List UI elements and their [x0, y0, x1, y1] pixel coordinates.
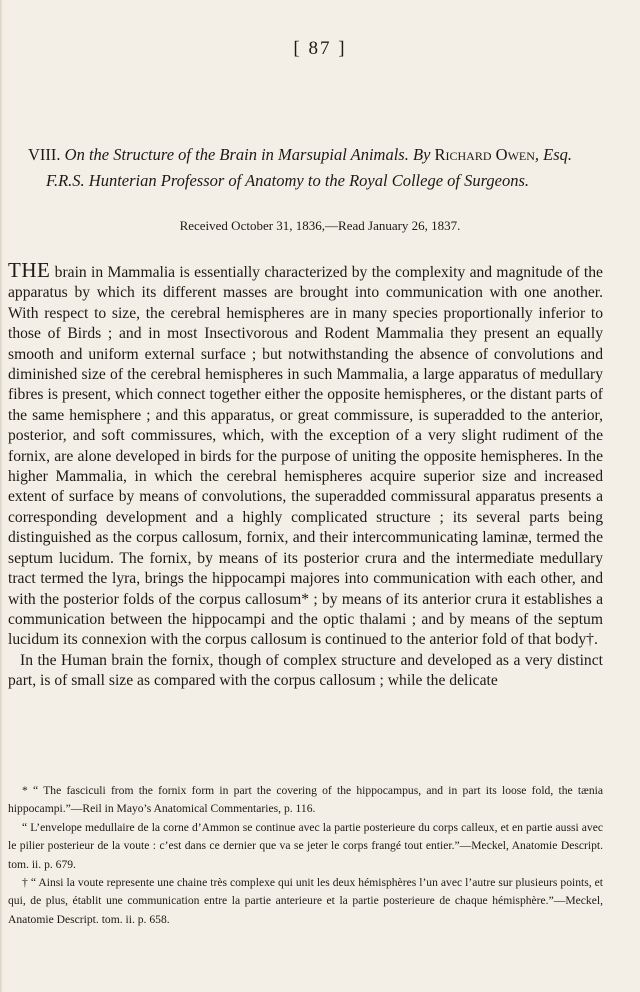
paragraph-2: In the Human brain the fornix, though of complex structure and developed as a very distinct part, is of small size as compared with the corpus callosum ; while the delicate: [8, 651, 603, 690]
author-affiliation: F.R.S. Hunterian Professor of Anatomy to the Royal College of Surgeons.: [46, 171, 530, 190]
author-name: Richard Owen: [434, 145, 535, 164]
paragraph-1-text: brain in Mammalia is essentially characterized by the complexity and magnitude of the apparatus by which its different masses are brought into communication with one another. With respect to size, the cerebral hemispheres are in many species proportionally inferior to those of Birds ; and in most Insectivorous and Rodent Mammalia they present an equally smooth and uniform external surface ; but notwithstanding the absence of convolutions and diminished size of the cerebral hemispheres in such Mammalia, a large apparatus of medullary fibres is present, which connect together either the opposite hemispheres, or the distant parts of the same hemisphere ; and this apparatus, or great commissure, is superadded to the anterior, posterior, and soft commissures, which, with the exception of a very slight rudiment of the fornix, are alone developed in birds for the purpose of uniting the opposite hemispheres. In the higher Mammalia, in which the cerebral hemispheres acquire superior size and increased extent of surface by means of convolutions, the superadded commissural apparatus presents a corresponding development and a highly complicated structure ; its several parts being distinguished as the corpus callosum, fornix, and their intercommunicating laminæ, termed the septum lucidum. The fornix, by means of its posterior crura and the intermediate medullary tract termed the lyra, brings the hippocampi majores into communication with each other, and with the posterior folds of the corpus callosum* ; by means of its anterior crura it establishes a communication between the hippocampi and the optic thalami ; and by means of the septum lucidum its connexion with the corpus callosum is continued to the anterior fold of that body†.: [8, 264, 603, 649]
paragraph-1: [8, 260, 603, 651]
article-numeral: VIII.: [28, 145, 61, 164]
article-title-text: On the Structure of the Brain in Marsupial Animals.: [64, 145, 409, 164]
article-title: [28, 142, 618, 194]
opening-word: THE: [8, 258, 51, 282]
footnote-1: * “ The fasciculi from the fornix form in part the covering of the hippocampus, and in part its loose fold, the tænia hippocampi.”—Reil in Mayo’s Anatomical Commentaries, p. 116.: [8, 784, 603, 816]
footnotes: [8, 782, 603, 929]
page-number: [ 87 ]: [293, 38, 347, 59]
by-word: By: [412, 145, 431, 164]
received-date: Received October 31, 1836,—Read January 26, 1837.: [179, 218, 461, 233]
title-line-1: [28, 142, 618, 168]
author-suffix: , Esq.: [534, 145, 573, 164]
binding-shadow: [0, 0, 3, 992]
article-body: [8, 260, 603, 692]
footnote-1-continued: “ L’envelope medullaire de la corne d’Ammon se continue avec la partie posterieure du corps calleux, et en partie aussi avec le pilier posterieur de la voute : c’est dans ce dernier que va se jeter le corps frangé tout entier.”—Meckel, Anatomie Descript. tom. ii. p. 679.: [8, 820, 603, 871]
footnote-2: † “ Ainsi la voute represente une chaine très complexe qui unit les deux hémisphères l’un avec l’autre sur plusieurs points, et qui, de plus, établit une communication entre la partie anterieure et la partie posterieure de chaque hémisphère.”—Meckel, Anatomie Descript. tom. ii. p. 658.: [8, 876, 603, 926]
